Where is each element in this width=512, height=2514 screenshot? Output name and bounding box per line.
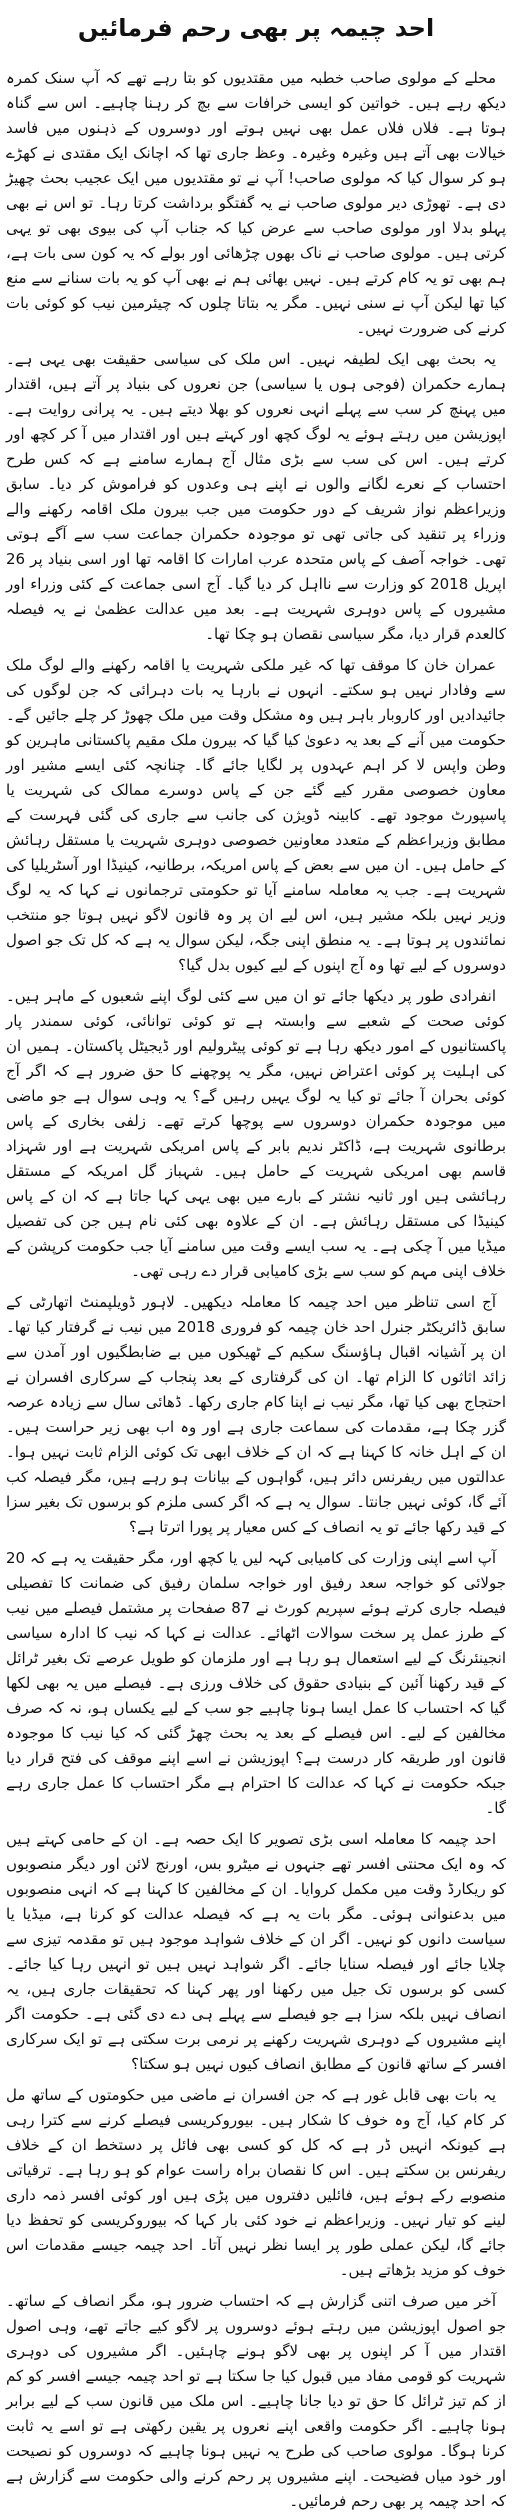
- article-paragraph-4: انفرادی طور پر دیکھا جائے تو ان میں سے کئی لوگ اپنے شعبوں کے ماہر ہیں۔ کوئی صحت کے شعبے سے وابستہ ہے تو کوئی توانائی، کوئی سمندر پار پاکستانیوں کے امور دیکھ رہا ہے تو کوئی پیٹرولیم اور ڈیجیٹل پاکستان۔ ہمیں ان کی اہلیت پر کوئی اعتراض نہیں، مگر یہ پوچھنے کا حق ضرور ہے کہ اگر آج کوئی بحران آ جائے تو کیا یہ لوگ یہیں رہیں گے؟ یہ وہی سوال ہے جو ماضی میں موجودہ حکمران دوسروں سے پوچھا کرتے تھے۔ زلفی بخاری کے پاس برطانوی شہریت ہے، ڈاکٹر ندیم بابر کے پاس امریکی شہریت ہے اور شہزاد قاسم بھی امریکی شہریت کے حامل ہیں۔ شہباز گل امریکہ کے مستقل رہائشی ہیں اور ثانیہ نشتر کے بارے میں بھی یہی کہا جاتا ہے کہ ان کے پاس کینیڈا کی مستقل رہائش ہے۔ ان کے علاوہ بھی کئی نام ہیں جن کی تفصیل میڈیا میں آ چکی ہے۔ یہ سب ایسے وقت میں سامنے آیا جب حکومت کرپشن کے خلاف اپنی مہم کو سب سے بڑی کامیابی قرار دے رہی تھی۔: [6, 987, 506, 1280]
- article-paragraph-5: آج اسی تناظر میں احد چیمہ کا معاملہ دیکھیں۔ لاہور ڈویلپمنٹ اتھارٹی کے سابق ڈائریکٹر جنرل احد خان چیمہ کو فروری 2018 میں نیب نے گرفتار کیا تھا۔ ان پر آشیانہ اقبال ہاؤسنگ سکیم کے ٹھیکوں میں بے ضابطگیوں اور آمدن سے زائد اثاثوں کا الزام تھا۔ ان کی گرفتاری کے بعد پنجاب کے سرکاری افسران نے احتجاج بھی کیا تھا، مگر نیب نے اپنا کام جاری رکھا۔ ڈھائی سال سے زیادہ عرصہ گزر چکا ہے، مقدمات کی سماعت جاری ہے اور وہ اب بھی زیر حراست ہیں۔ ان کے اہل خانہ کا کہنا ہے کہ ان کے خلاف ابھی تک کوئی الزام ثابت نہیں ہوا۔ عدالتوں میں ریفرنس دائر ہیں، گواہوں کے بیانات ہو رہے ہیں، مگر فیصلہ کب آئے گا، کوئی نہیں جانتا۔ سوال یہ ہے کہ اگر کسی ملزم کو برسوں تک بغیر سزا کے قید رکھا جائے تو یہ انصاف کے کس معیار پر پورا اترتا ہے؟: [6, 1293, 506, 1536]
- article-paragraph-2: یہ بحث بھی ایک لطیفہ نہیں۔ اس ملک کی سیاسی حقیقت بھی یہی ہے۔ ہمارے حکمران (فوجی ہوں یا سیاسی) جن نعروں کی بنیاد پر آتے ہیں، اقتدار میں پہنچ کر سب سے پہلے انہی نعروں کو بھلا دیتے ہیں۔ یہ پرانی روایت ہے۔ اپوزیشن میں رہتے ہوئے یہ لوگ کچھ اور کہتے ہیں اور اقتدار میں آ کر کچھ اور کرتے ہیں۔ اس کی سب سے بڑی مثال آج ہمارے سامنے ہے کہ کس طرح احتساب کے نعرے لگانے والوں نے اپنے ہی وعدوں کو فراموش کر دیا۔ سابق وزیراعظم نواز شریف کے دور حکومت میں جب بیرون ملک اقامہ رکھنے والے وزراء پر تنقید کی جاتی تھی تو موجودہ حکمران جماعت سب سے آگے ہوتی تھی۔ خواجہ آصف کے پاس متحدہ عرب امارات کا اقامہ تھا اور اسی بنیاد پر 26 اپریل 2018 کو وزارت سے نااہل کر دیا گیا۔ آج اسی جماعت کے کئی وزراء اور مشیروں کے پاس دوہری شہریت ہے۔ بعد میں عدالت عظمیٰ نے یہ فیصلہ کالعدم قرار دیا، مگر سیاسی نقصان ہو چکا تھا۔: [6, 350, 506, 643]
- article-paragraph-7: احد چیمہ کا معاملہ اسی بڑی تصویر کا ایک حصہ ہے۔ ان کے حامی کہتے ہیں کہ وہ ایک محنتی افسر تھے جنہوں نے میٹرو بس، اورنج لائن اور دیگر منصوبوں کو ریکارڈ وقت میں مکمل کروایا۔ ان کے مخالفین کا کہنا ہے کہ انہی منصوبوں میں بدعنوانی ہوئی۔ مگر بات یہ ہے کہ فیصلہ عدالت کو کرنا ہے، میڈیا یا سیاست دانوں کو نہیں۔ اگر ان کے خلاف شواہد موجود ہیں تو مقدمہ تیزی سے چلایا جائے اور فیصلہ سنایا جائے۔ اگر شواہد نہیں ہیں تو انہیں رہا کیا جائے۔ کسی کو برسوں تک جیل میں رکھنا اور پھر کہنا کہ تحقیقات جاری ہیں، یہ انصاف نہیں بلکہ سزا ہے جو فیصلے سے پہلے ہی دے دی گئی ہے۔ حکومت اگر اپنے مشیروں کے دوہری شہریت رکھنے پر نرمی برت سکتی ہے تو ایک سرکاری افسر کے ساتھ قانون کے مطابق انصاف کیوں نہیں ہو سکتا؟: [6, 1830, 506, 2073]
- column-headline: احد چیمہ پر بھی رحم فرمائیں: [77, 14, 435, 42]
- article-paragraph-3: عمران خان کا موقف تھا کہ غیر ملکی شہریت یا اقامہ رکھنے والے لوگ ملک سے وفادار نہیں ہو سکتے۔ انہوں نے بارہا یہ بات دہرائی کہ جن لوگوں کی جائیدادیں اور کاروبار باہر ہیں وہ مشکل وقت میں ملک چھوڑ کر چلے جائیں گے۔ حکومت میں آنے کے بعد یہ دعویٰ کیا گیا کہ بیرون ملک مقیم پاکستانی ماہرین کو وطن واپس لا کر اہم عہدوں پر لگایا جائے گا۔ چنانچہ کئی ایسے مشیر اور معاون خصوصی مقرر کیے گئے جن کے پاس دوسرے ممالک کی شہریت یا پاسپورٹ موجود تھے۔ کابینہ ڈویژن کی جانب سے جاری کی گئی فہرست کے مطابق وزیراعظم کے متعدد معاونین خصوصی دوہری شہریت یا مستقل رہائش کے حامل ہیں۔ ان میں سے بعض کے پاس امریکہ، برطانیہ، کینیڈا اور آسٹریلیا کی شہریت ہے۔ جب یہ معاملہ سامنے آیا تو حکومتی ترجمانوں نے کہا کہ یہ لوگ وزیر نہیں بلکہ مشیر ہیں، اس لیے ان پر وہ قانون لاگو نہیں ہوتا جو منتخب نمائندوں پر ہوتا ہے۔ یہ منطق اپنی جگہ، لیکن سوال یہ ہے کہ کل تک جو اصول دوسروں کے لیے تھا وہ آج اپنوں کے لیے کیوں بدل گیا؟: [6, 656, 506, 974]
- article-body: [6, 66, 506, 2510]
- article-paragraph-8: یہ بات بھی قابل غور ہے کہ جن افسران نے ماضی میں حکومتوں کے ساتھ مل کر کام کیا، آج وہ خوف کا شکار ہیں۔ بیوروکریسی فیصلے کرنے سے کترا رہی ہے کیونکہ انہیں ڈر ہے کہ کل کو کسی بھی فائل پر دستخط ان کے خلاف ریفرنس بن سکتے ہیں۔ اس کا نقصان براہ راست عوام کو ہو رہا ہے۔ ترقیاتی منصوبے رکے ہوئے ہیں، فائلیں دفتروں میں پڑی ہیں اور کوئی افسر ذمہ داری لینے کو تیار نہیں۔ وزیراعظم نے خود کئی بار کہا کہ بیوروکریسی کو تحفظ دیا جائے گا، لیکن عملی طور پر ایسا نظر نہیں آتا۔ احد چیمہ جیسے مقدمات اس خوف کو مزید بڑھاتے ہیں۔: [6, 2086, 506, 2279]
- article-paragraph-9: آخر میں صرف اتنی گزارش ہے کہ احتساب ضرور ہو، مگر انصاف کے ساتھ۔ جو اصول اپوزیشن میں رہتے ہوئے دوسروں پر لاگو کیے جاتے تھے، وہی اصول اقتدار میں آ کر اپنوں پر بھی لاگو ہونے چاہئیں۔ اگر مشیروں کی دوہری شہریت کو قومی مفاد میں قبول کیا جا سکتا ہے تو احد چیمہ جیسے افسر کو کم از کم تیز ٹرائل کا حق تو دیا جانا چاہیے۔ اس ملک میں قانون سب کے لیے برابر ہونا چاہیے۔ اگر حکومت واقعی اپنے نعروں پر یقین رکھتی ہے تو اسے یہ ثابت کرنا ہوگا۔ مولوی صاحب کی طرح یہ نہیں ہونا چاہیے کہ دوسروں کو نصیحت اور خود میاں فضیحت۔ اپنے مشیروں پر رحم کرنے والی حکومت سے گزارش ہے کہ احد چیمہ پر بھی رحم فرمائیں۔: [6, 2292, 506, 2510]
- article-paragraph-1: محلے کے مولوی صاحب خطبہ میں مقتدیوں کو بتا رہے تھے کہ آپ سنک کمرہ دیکھ رہے ہیں۔ خواتین کو ایسی خرافات سے بچ کر رہنا چاہیے۔ اس سے گناہ ہوتا ہے۔ فلاں فلاں عمل بھی نہیں ہوتے اور دوسروں کے ذہنوں میں فاسد خیالات بھی آتے ہیں وغیرہ وغیرہ۔ وعظ جاری تھا کہ اچانک ایک مقتدی نے کھڑے ہو کر سوال کیا کہ مولوی صاحب! آپ نے تو مقتدیوں میں ایک عجیب بحث چھیڑ دی ہے۔ تھوڑی دیر مولوی صاحب نے یہ گفتگو برداشت کرتا رہا۔ تو اس نے بھی پہلو بدلا اور مولوی صاحب سے عرض کیا کہ جناب آپ کی بیوی بھی تو یہی کرتی ہیں۔ مولوی صاحب نے ناک بھوں چڑھائی اور بولے کہ یہ کون سی بات ہے، ہم بھی تو یہ کام کرتے ہیں۔ نہیں بھائی ہم نے بھی آپ کو یہ بات سنانے سے منع کیا تھا لیکن آپ نے سنی نہیں۔ مگر یہ بتاتا چلوں کہ چیئرمین نیب کو کوئی بات کرنے کی ضرورت نہیں۔: [6, 69, 506, 337]
- article-paragraph-6: آپ اسے اپنی وزارت کی کامیابی کہہ لیں یا کچھ اور، مگر حقیقت یہ ہے کہ 20 جولائی کو خواجہ سعد رفیق اور خواجہ سلمان رفیق کی ضمانت کا تفصیلی فیصلہ جاری کرتے ہوئے سپریم کورٹ نے 87 صفحات پر مشتمل فیصلے میں نیب کے طرز عمل پر سخت سوالات اٹھائے۔ عدالت نے کہا کہ نیب کا ادارہ سیاسی انجینئرنگ کے لیے استعمال ہو رہا ہے اور ملزمان کو طویل عرصے تک بغیر ٹرائل کے قید رکھنا آئین کے بنیادی حقوق کی خلاف ورزی ہے۔ فیصلے میں یہ بھی لکھا گیا کہ احتساب کا عمل ایسا ہونا چاہیے جو سب کے لیے یکساں ہو، نہ کہ صرف مخالفین کے لیے۔ اس فیصلے کے بعد یہ بحث چھڑ گئی کہ کیا نیب کا موجودہ قانون اور طریقہ کار درست ہے؟ اپوزیشن نے اسے اپنے موقف کی فتح قرار دیا جبکہ حکومت نے کہا کہ عدالت کا احترام ہے مگر احتساب کا عمل جاری رہے گا۔: [6, 1549, 506, 1817]
